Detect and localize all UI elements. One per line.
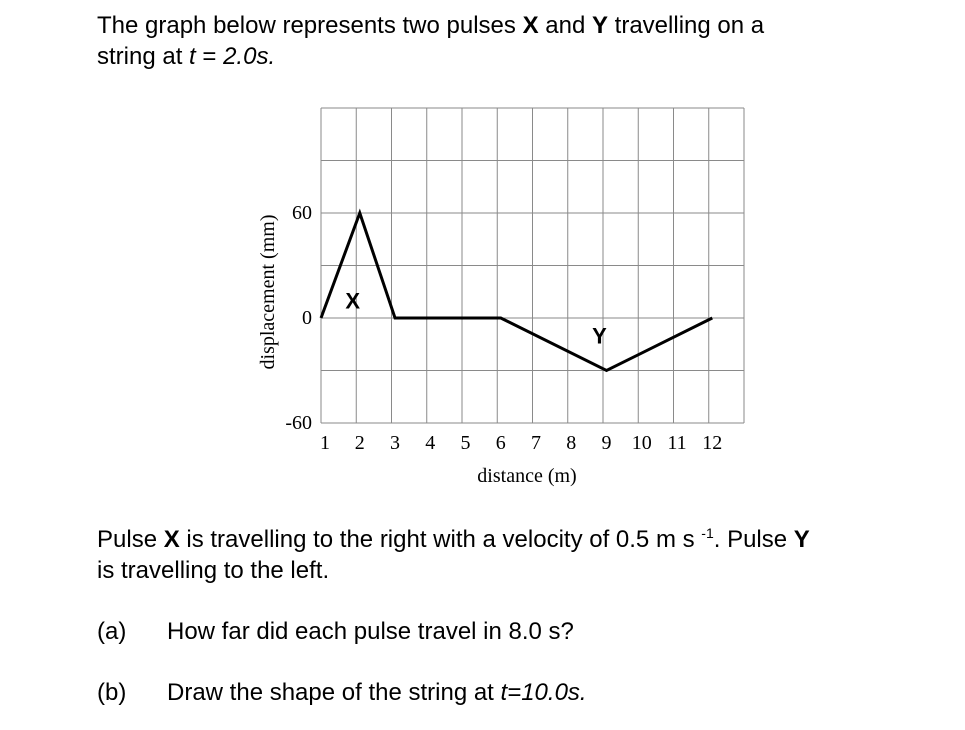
x-tick-label: 8	[566, 432, 577, 454]
question-b-text-a: Draw the shape of the string at	[167, 679, 501, 706]
question-b-time: t=10.0s.	[500, 679, 587, 706]
x-tick-label: 3	[390, 432, 401, 454]
pulse-text-c: . Pulse	[713, 526, 794, 553]
x-tick-label: 1	[320, 432, 330, 454]
pulse-text-x: X	[163, 526, 180, 553]
intro-line2-b: =	[195, 43, 224, 70]
intro-pulse-y: Y	[591, 12, 608, 39]
question-b-label: (b)	[97, 679, 127, 706]
intro-t: t	[189, 43, 196, 70]
intro-line2-a: string at	[97, 43, 190, 70]
intro-line1-b: and	[538, 12, 592, 39]
pulse-line-1	[97, 524, 810, 555]
y-axis-label: displacement (mm)	[257, 214, 279, 370]
pulse-label: Y	[592, 323, 607, 349]
pulse-description	[97, 524, 810, 586]
intro-line1-a: The graph below represents two pulses	[97, 12, 523, 39]
intro-line1-c: travelling on a	[608, 12, 765, 39]
x-tick-label: 9	[601, 432, 612, 454]
pulse-line-2: is travelling to the left.	[97, 557, 330, 584]
x-tick-label: 4	[425, 432, 436, 454]
pulse-text-a: Pulse	[97, 526, 164, 553]
x-tick-label: 7	[531, 432, 542, 454]
intro-pulse-x: X	[522, 12, 539, 39]
x-tick-label: 6	[495, 432, 506, 454]
x-tick-label: 12	[702, 432, 723, 454]
y-tick-label: 0	[302, 307, 312, 329]
x-tick-label: 11	[667, 432, 687, 454]
velocity-exponent: -1	[701, 525, 714, 541]
question-a-text: How far did each pulse travel in 8.0 s?	[167, 618, 574, 645]
string-shape-line	[321, 213, 712, 371]
pulse-text-b: is travelling to the right with a velocity of 0.5 m s	[179, 526, 702, 553]
series-layer	[321, 213, 712, 371]
question-a-label: (a)	[97, 618, 127, 645]
x-tick-label: 2	[354, 432, 365, 454]
pulse-label: X	[345, 288, 361, 314]
grid	[321, 108, 744, 423]
intro-time: 2.0s.	[223, 43, 276, 70]
pulse-text-y: Y	[793, 526, 810, 553]
y-tick-label: 60	[292, 202, 312, 224]
question-b-text	[167, 678, 587, 708]
x-tick-label: 10	[631, 432, 652, 454]
x-tick-label: 5	[460, 432, 471, 454]
y-tick-label: -60	[285, 412, 312, 434]
x-axis-label: distance (m)	[477, 465, 577, 487]
